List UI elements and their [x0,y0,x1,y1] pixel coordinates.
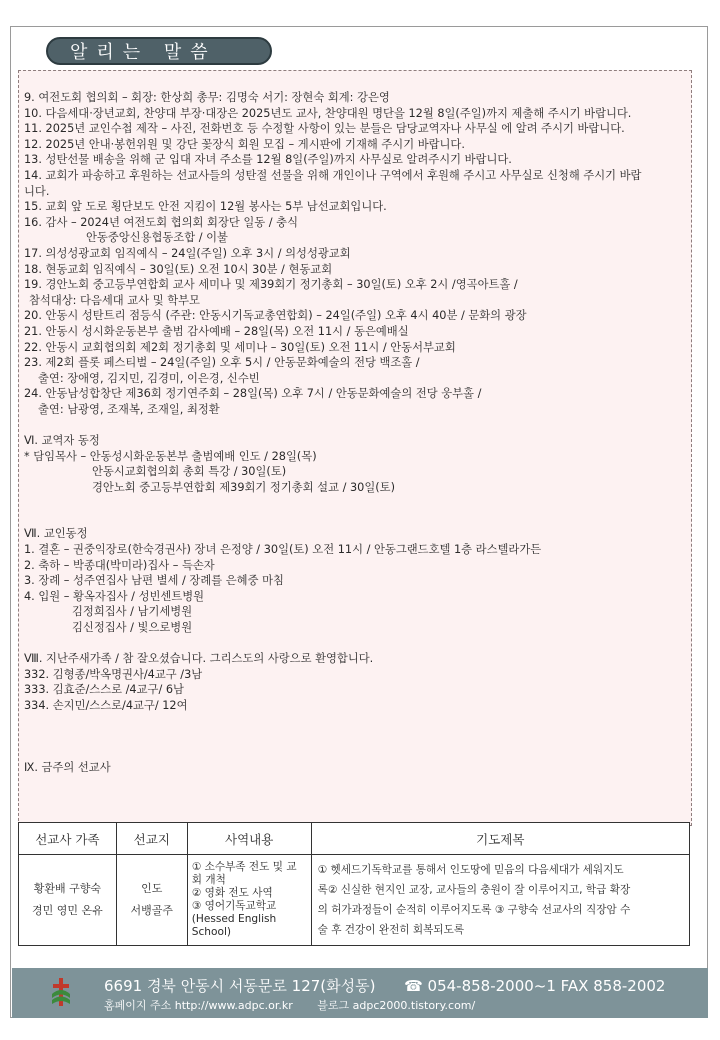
missionary-table [18,822,690,946]
footer-phone: ☎ 054-858-2000~1 FAX 858-2002 [404,977,666,995]
notice-item: 20. 안동시 성탄트리 점등식 (주관: 안동시기독교총연합회) – 24일(주일) 오후 4시 40분 / 문화의 광장 [24,309,527,323]
notice-item: 니다. [24,184,50,198]
location-line: 서뱅골주 [130,904,174,917]
footer-address: 6691 경북 안동시 서동문로 127(화성동) [104,977,376,995]
member-line: 4. 입원 – 황옥자집사 / 성빈센트병원 [24,589,205,603]
notice-item: 출연: 장애영, 김지민, 김경미, 이은경, 신수빈 [38,371,260,385]
prayer-topics-cell [311,855,689,946]
notice-item: 19. 경안노회 중고등부연합회 교사 세미나 및 제39회기 정기총회 – 30일(토) 오후 2시 /영곡아트홀 / [24,278,518,292]
ministry-work-cell [187,855,311,946]
member-line: 3. 장례 – 성주연집사 남편 별세 / 장례를 은혜중 마침 [24,574,284,588]
page-title: 알리는 말씀 [46,37,272,65]
member-line: 1. 결혼 – 권중익장로(한숙경권사) 장녀 은정양 / 30일(토) 오전 11시 / 안동그랜드호텔 1층 라스텔라가든 [24,543,542,557]
prayer-line: ① 헷세드기독학교를 통해서 인도땅에 믿음의 다음세대가 세워지도 [317,864,624,876]
family-line: 황환배 구향숙 [33,882,102,895]
church-logo-icon [50,976,72,1010]
notice-item: 23. 제2회 플롯 페스티벌 – 24일(주일) 오후 5시 / 안동문화예술의 전당 백조홀 / [24,356,420,370]
member-line: 김신정집사 / 빛으로병원 [72,621,193,634]
notice-item: 21. 안동시 성시화운동본부 출범 감사예배 – 28일(목) 오전 11시 / 동은예배실 [24,324,409,338]
member-line: 김정희집사 / 남기세병원 [72,605,193,619]
notice-item: 14. 교회가 파송하고 후원하는 선교사들의 성탄절 선물을 위해 개인이나 구역에서 후원해 주시고 사무실로 신청해 주시기 바랍 [24,168,642,182]
footer-contact [104,975,665,996]
family-line: 경민 영민 온유 [32,904,103,917]
column-header: 기도제목 [311,823,689,855]
work-item: ② 영화 전도 사역 [191,887,273,899]
missionary-family-cell [19,855,117,946]
notice-item: 출연: 남광영, 조재복, 조재일, 최정환 [38,402,220,416]
newcomer-line: 332. 김형종/박옥명권사/4교구 /3남 [24,667,203,681]
notice-item: 13. 성탄선물 배송을 위해 군 입대 자녀 주소를 12월 8일(주일)까지 사무실로 알려주시기 바랍니다. [24,153,512,167]
newcomer-line: 334. 손지민/스스로/4교구/ 12여 [24,698,188,712]
work-item: ① 소수부족 전도 및 교회 개척 [191,861,297,886]
newcomer-line: 333. 김효준/스스로 /4교구/ 6남 [24,683,184,697]
notice-item: 안동중앙신용협동조합 / 이불 [86,231,228,245]
member-heading: Ⅶ. 교인동정 [24,527,88,541]
pastor-line: 안동시교회협의회 총회 특강 / 30일(토) [92,465,287,479]
footer [12,968,708,1018]
pastor-line: 경안노회 중고등부연합회 제39회기 정기총회 설교 / 30일(토) [92,480,395,494]
member-line: 2. 축하 – 박종대(박미라)집사 – 득손자 [24,558,215,572]
column-header: 선교지 [116,823,187,855]
prayer-line: 의 허가과정들이 순적히 이루어지도록 ③ 구향숙 선교사의 직장암 수 [317,904,631,916]
notice-item: 24. 안동남성합창단 제36회 정기연주회 – 28일(목) 오후 7시 / 안동문화예술의 전당 웅부홀 / [24,387,482,401]
location-line: 인도 [141,882,163,895]
notice-item: 10. 다음세대·장년교회, 찬양대 부장·대장은 2025년도 교사, 찬양대원 명단을 12월 8일(주일)까지 제출해 주시기 바랍니다. [24,106,632,120]
prayer-line: 술 후 건강이 완전히 회복되도록 [317,924,465,936]
table-header-row [19,823,690,855]
notice-item: 17. 의성성광교회 임직예식 – 24일(주일) 오후 3시 / 의성성광교회 [24,246,351,260]
footer-web [104,997,475,1013]
mission-location-cell [116,855,187,946]
notice-item: 22. 안동시 교회협의회 제2회 정기총회 및 세미나 – 30일(토) 오전 11시 / 안동서부교회 [24,340,456,354]
notice-item: 참석대상: 다음세대 교사 및 학부모 [29,293,200,307]
notice-item: 11. 2025년 교인수첩 제작 – 사진, 전화번호 등 수정할 사항이 있는 분들은 담당교역자나 사무실 에 알려 주시기 바랍니다. [24,122,625,136]
pastor-line: * 담임목사 – 안동성시화운동본부 출범예배 인도 / 28일(목) [24,449,317,463]
notice-item: 16. 감사 – 2024년 여전도회 협의회 회장단 일동 / 충식 [24,215,299,229]
newcomer-heading: Ⅷ. 지난주새가족 / 참 잘오셨습니다. 그리스도의 사랑으로 환영합니다. [24,652,374,666]
column-header: 사역내용 [187,823,311,855]
missionary-heading: Ⅸ. 금주의 선교사 [24,761,111,775]
footer-homepage[interactable]: 홈페이지 주소 http://www.adpc.or.kr [104,999,293,1012]
notice-item: 12. 2025년 안내·봉헌위원 및 강단 꽃장식 회원 모집 – 게시판에 기재해 주시기 바랍니다. [24,137,465,151]
work-item: ③ 영어기독교학교 (Hessed English School) [191,900,277,938]
table-row [19,855,690,946]
notice-item: 9. 여전도회 협의회 – 회장: 한상희 총무: 김명숙 서기: 장현숙 회계: 강은영 [24,91,390,104]
notice-item: 18. 현동교회 임직예식 – 30일(토) 오전 10시 30분 / 현동교회 [24,262,333,276]
notice-item: 15. 교회 앞 도로 횡단보도 안전 지킴이 12월 봉사는 5부 남선교회입니다. [24,200,387,214]
column-header: 선교사 가족 [19,823,117,855]
footer-blog[interactable]: 블로그 adpc2000.tistory.com/ [317,999,476,1012]
prayer-line: 록② 신실한 현지인 교장, 교사들의 충원이 잘 이루어지고, 학급 확장 [317,884,631,896]
notice-content [24,90,688,776]
pastor-heading: Ⅵ. 교역자 동정 [24,434,100,448]
